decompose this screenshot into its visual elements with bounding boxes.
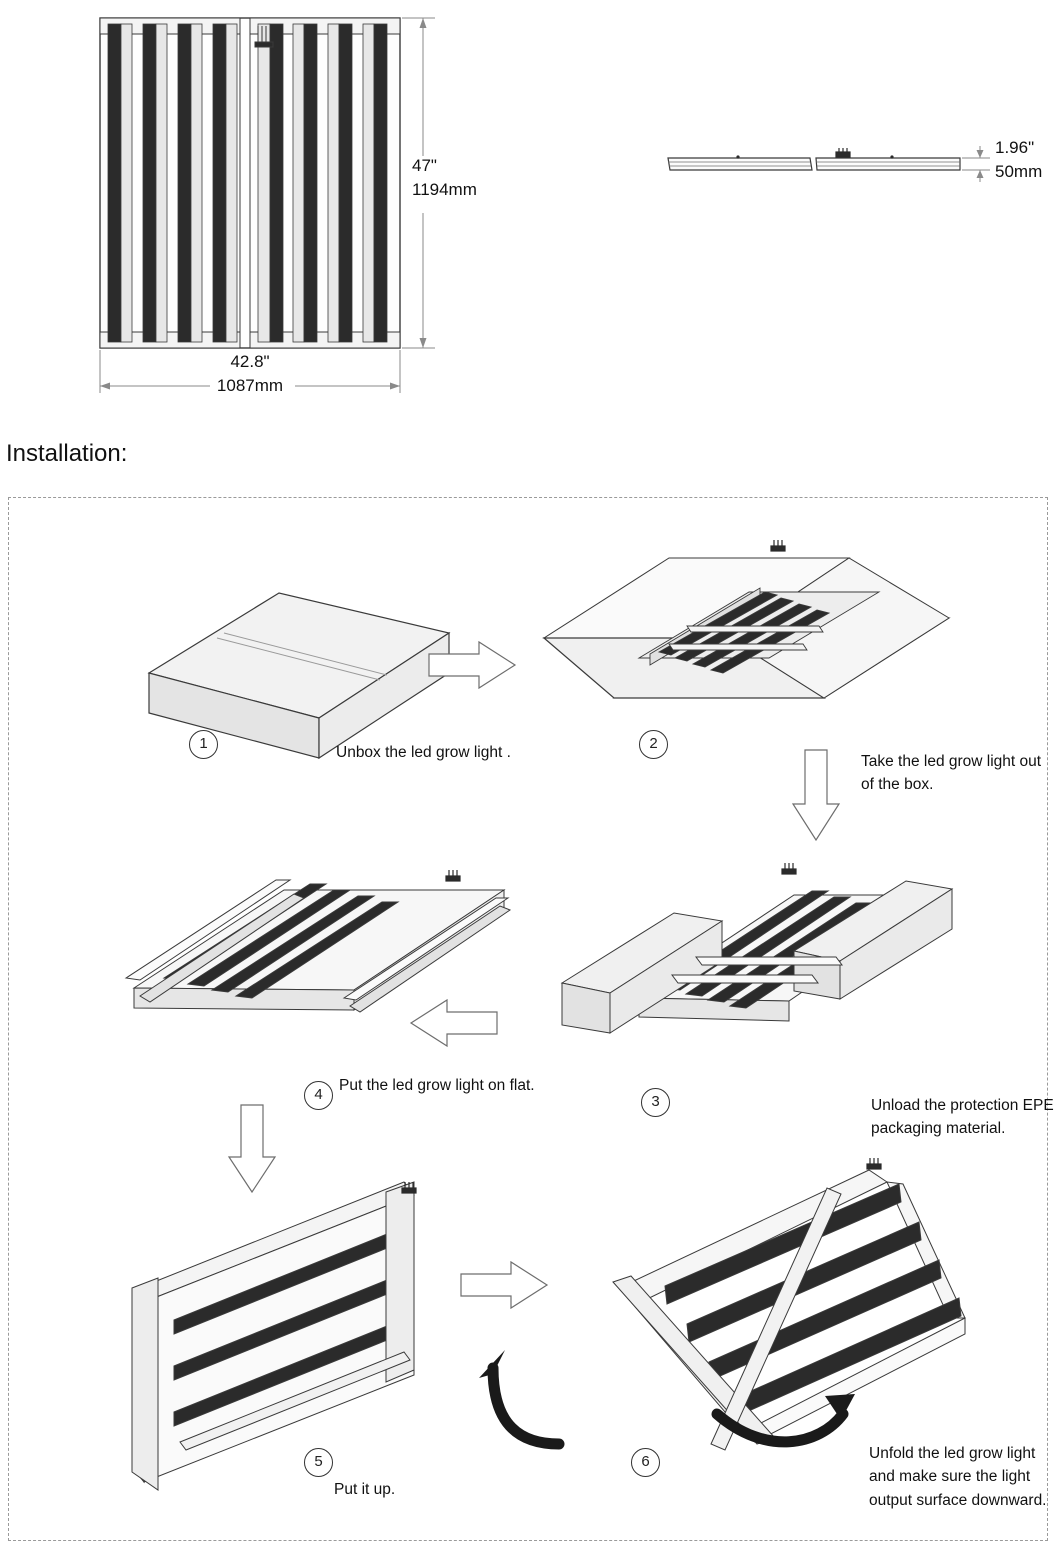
step-1-number: 1 <box>189 730 218 759</box>
spec-drawings <box>0 0 1060 420</box>
step-5-number: 5 <box>304 1448 333 1477</box>
step-6-caption: Unfold the led grow light and make sure the light output surface downward. <box>869 1445 1047 1509</box>
step-5-caption: Put it up. <box>334 1481 396 1498</box>
arrow-step5-to-step6 <box>459 1260 551 1310</box>
rotate-arrow-right <box>709 1388 859 1468</box>
front-view-height-dimension <box>412 154 477 202</box>
step-4-caption: Put the led grow light on flat. <box>339 1077 535 1094</box>
height-mm-value: 1194mm <box>412 179 477 199</box>
step-3-number: 3 <box>641 1088 670 1117</box>
installation-steps-panel <box>8 497 1054 1541</box>
step-1-illustration <box>129 523 459 733</box>
thickness-mm-value: 50mm <box>995 161 1043 181</box>
step-1-caption: Unbox the led grow light . <box>336 744 511 761</box>
side-view-thickness-dimension <box>995 136 1042 184</box>
step-4-number: 4 <box>304 1081 333 1110</box>
thickness-inch-value: 1.96" <box>995 138 1035 157</box>
rotate-arrow-left <box>477 1348 577 1458</box>
height-inch-value: 47" <box>412 156 437 175</box>
installation-heading: Installation: <box>6 440 128 467</box>
step-5-illustration <box>114 1170 454 1500</box>
arrow-step2-to-step3 <box>791 748 843 843</box>
width-inch-value: 42.8" <box>230 352 270 371</box>
arrow-step1-to-step2 <box>427 640 519 690</box>
front-view-width-dimension <box>150 350 350 398</box>
step-2-illustration <box>519 518 979 733</box>
step-2-caption: Take the led grow light out of the box. <box>861 753 1042 794</box>
arrow-step3-to-step4 <box>409 998 501 1048</box>
step-3-caption: Unload the protection EPE packaging material. <box>871 1097 1054 1138</box>
step-6-number: 6 <box>631 1448 660 1477</box>
step-2-number: 2 <box>639 730 668 759</box>
width-mm-value: 1087mm <box>216 375 284 395</box>
step-3-illustration <box>544 833 1004 1068</box>
